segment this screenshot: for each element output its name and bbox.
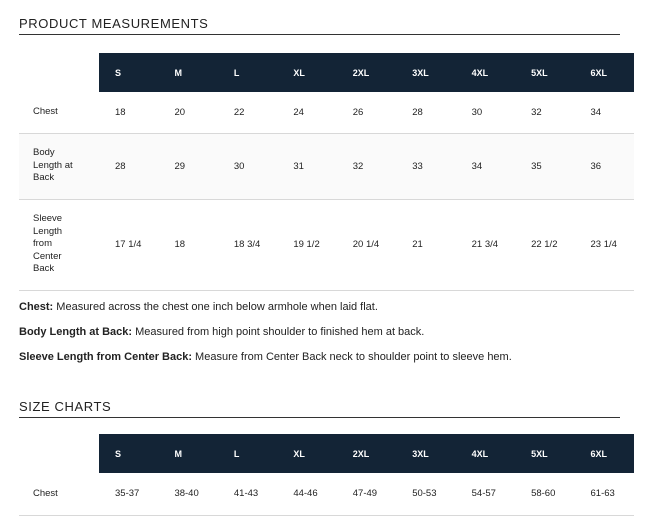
size-header-6xl: 6XL <box>575 53 635 92</box>
cell-xl: 31 <box>277 133 336 199</box>
size-header-m: M <box>158 434 217 473</box>
size-header-3xl: 3XL <box>396 434 455 473</box>
size-header-4xl: 4XL <box>456 53 515 92</box>
note-term: Body Length at Back: <box>19 326 133 338</box>
size-header-l: L <box>218 434 277 473</box>
note-text: Measured across the chest one inch below armhole when laid flat. <box>53 301 378 313</box>
table-header-row <box>19 53 634 92</box>
cell-s: 17 1/4 <box>99 199 158 290</box>
cell-4xl: 54-57 <box>456 473 515 515</box>
cell-xl: 44-46 <box>277 473 336 515</box>
size-header-l: L <box>218 53 277 92</box>
cell-5xl: 22 1/2 <box>515 199 574 290</box>
cell-s: 35-37 <box>99 473 158 515</box>
cell-2xl: 20 1/4 <box>337 199 396 290</box>
cell-xl: 19 1/2 <box>277 199 336 290</box>
cell-6xl: 34 <box>575 92 635 133</box>
cell-l: 18 3/4 <box>218 199 277 290</box>
cell-5xl: 35 <box>515 133 574 199</box>
note <box>19 351 634 364</box>
cell-2xl: 47-49 <box>337 473 396 515</box>
size-header-6xl: 6XL <box>575 434 635 473</box>
cell-4xl: 30 <box>456 92 515 133</box>
row-label: Body Length at Back <box>19 133 99 199</box>
cell-2xl: 26 <box>337 92 396 133</box>
note-text: Measured from high point shoulder to finished hem at back. <box>132 326 425 338</box>
product-measurements-table <box>19 53 634 291</box>
size-header-2xl: 2XL <box>337 53 396 92</box>
size-header-2xl: 2XL <box>337 434 396 473</box>
cell-5xl: 32 <box>515 92 574 133</box>
note <box>19 301 634 314</box>
size-charts-title: SIZE CHARTS <box>19 399 620 418</box>
cell-xl: 24 <box>277 92 336 133</box>
size-header-xl: XL <box>277 53 336 92</box>
cell-l: 41-43 <box>218 473 277 515</box>
cell-l: 22 <box>218 92 277 133</box>
cell-l: 30 <box>218 133 277 199</box>
cell-m: 20 <box>158 92 217 133</box>
table-row <box>19 199 634 290</box>
size-header-4xl: 4XL <box>456 434 515 473</box>
cell-5xl: 58-60 <box>515 473 574 515</box>
table-row <box>19 473 634 515</box>
note <box>19 326 634 339</box>
measurement-notes <box>19 301 634 376</box>
size-header-m: M <box>158 53 217 92</box>
cell-3xl: 33 <box>396 133 455 199</box>
row-label: Chest <box>19 473 99 515</box>
cell-s: 28 <box>99 133 158 199</box>
size-header-xl: XL <box>277 434 336 473</box>
cell-m: 29 <box>158 133 217 199</box>
size-header-s: S <box>99 434 158 473</box>
cell-3xl: 28 <box>396 92 455 133</box>
size-header-s: S <box>99 53 158 92</box>
cell-6xl: 36 <box>575 133 635 199</box>
cell-m: 38-40 <box>158 473 217 515</box>
cell-m: 18 <box>158 199 217 290</box>
size-header-5xl: 5XL <box>515 434 574 473</box>
table-row <box>19 133 634 199</box>
cell-s: 18 <box>99 92 158 133</box>
note-term: Sleeve Length from Center Back: <box>19 351 192 363</box>
table-header-row <box>19 434 634 473</box>
note-term: Chest: <box>19 301 54 313</box>
cell-6xl: 23 1/4 <box>575 199 635 290</box>
cell-3xl: 21 <box>396 199 455 290</box>
cell-6xl: 61-63 <box>575 473 635 515</box>
cell-4xl: 21 3/4 <box>456 199 515 290</box>
header-corner <box>19 53 99 92</box>
size-charts-table <box>19 434 634 516</box>
size-header-3xl: 3XL <box>396 53 455 92</box>
table-row <box>19 92 634 133</box>
header-corner <box>19 434 99 473</box>
product-measurements-title: PRODUCT MEASUREMENTS <box>19 16 620 35</box>
cell-4xl: 34 <box>456 133 515 199</box>
size-header-5xl: 5XL <box>515 53 574 92</box>
row-label: Chest <box>19 92 99 133</box>
note-text: Measure from Center Back neck to shoulder point to sleeve hem. <box>192 351 512 363</box>
row-label: Sleeve Length from Center Back <box>19 199 99 290</box>
cell-2xl: 32 <box>337 133 396 199</box>
cell-3xl: 50-53 <box>396 473 455 515</box>
